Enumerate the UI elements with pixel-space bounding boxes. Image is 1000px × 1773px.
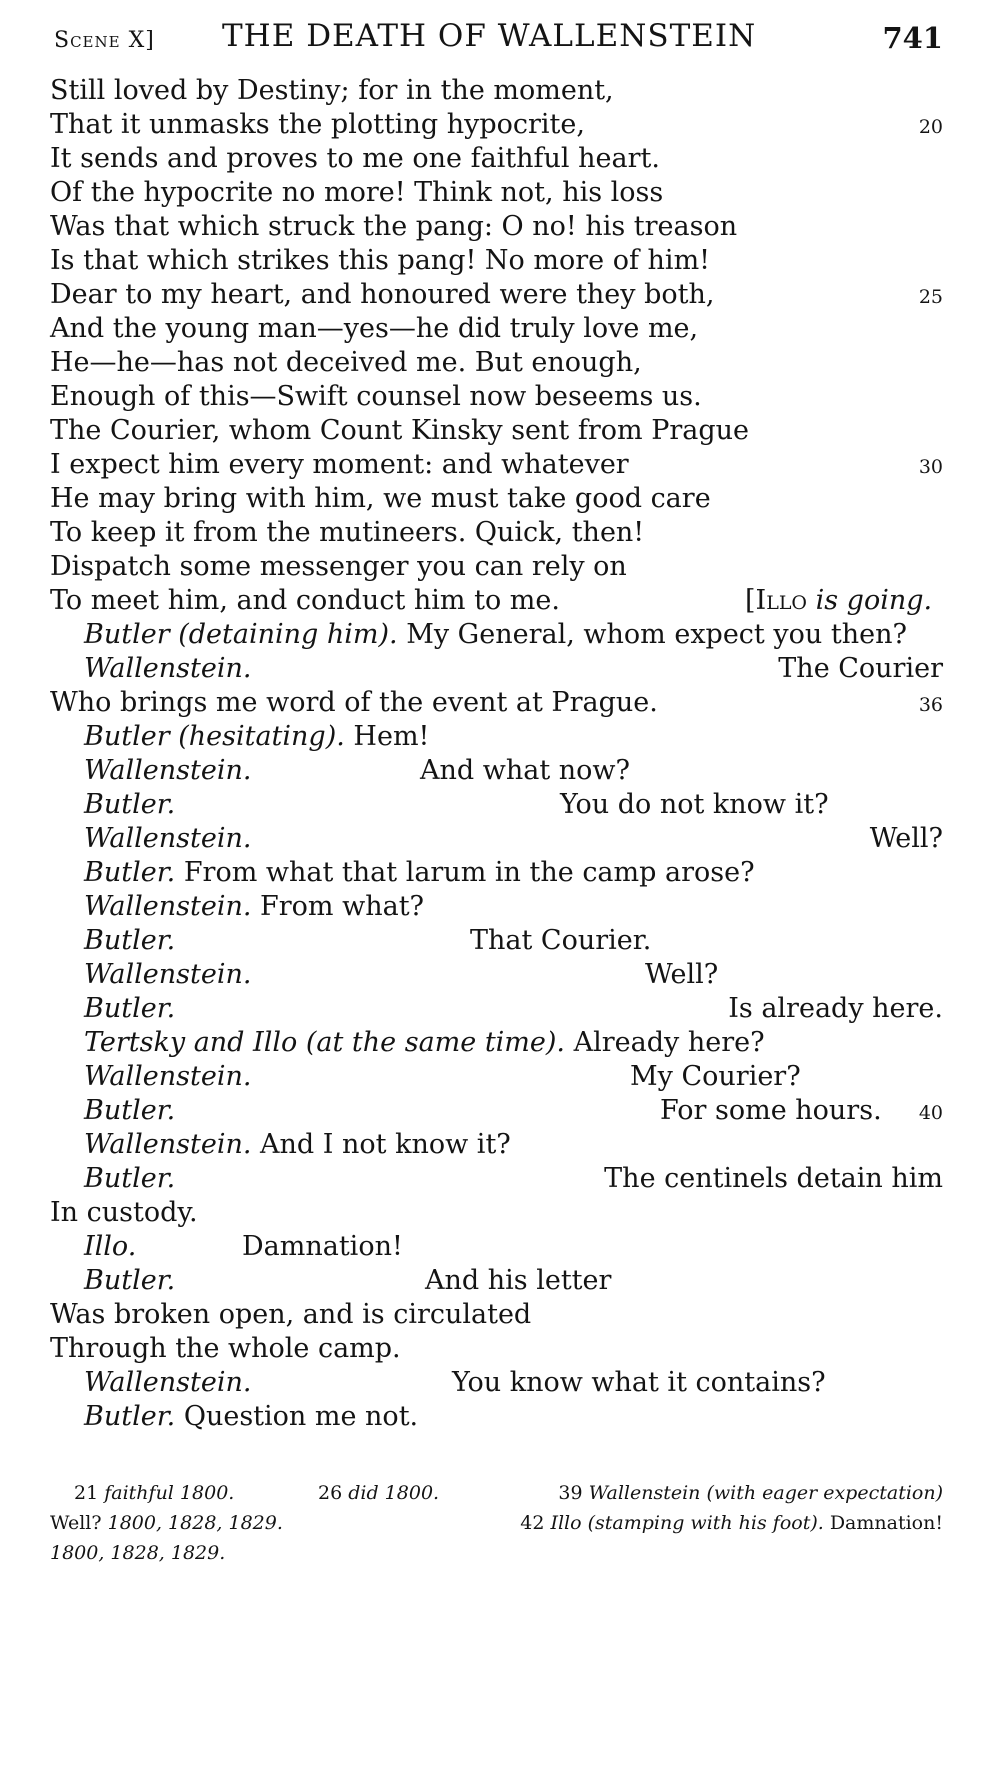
speech-text: And I not know it?: [260, 1129, 511, 1160]
verse-text: And the young man—yes—he did truly love me,: [50, 313, 699, 344]
speech-text: Already here?: [573, 1027, 765, 1058]
verse-text: Is that which strikes this pang! No more of him!: [50, 245, 711, 276]
dialogue-line: [0, 1262, 1000, 1300]
dialogue-line: [0, 1024, 1000, 1062]
running-header: [0, 18, 1000, 68]
verse-text: Dear to my heart, and honoured were they both,: [50, 279, 715, 310]
footnote: 39 Wallenstein (with eager expectation): [558, 1482, 943, 1504]
speech-text: In custody.: [50, 1197, 198, 1228]
verse-text: To meet him, and conduct him to me.: [50, 585, 560, 616]
speech-text: From what that larum in the camp arose?: [183, 857, 755, 888]
footnote-line: [0, 1476, 1000, 1510]
stage-direction: (hesitating).: [178, 721, 345, 752]
verse-line: [0, 480, 1000, 518]
verse-line: [0, 446, 1000, 484]
verse-text: Dispatch some messenger you can rely on: [50, 551, 627, 582]
speaker-name: Butler.: [84, 857, 176, 888]
speech-text: Well?: [645, 959, 719, 990]
line-number: 40: [918, 1102, 943, 1124]
verse-text: He—he—has not deceived me. But enough,: [50, 347, 642, 378]
line-number: 25: [918, 286, 943, 308]
verse-line: [0, 310, 1000, 348]
play-title: THE DEATH OF WALLENSTEIN: [222, 18, 757, 54]
page-number: 741: [882, 21, 943, 55]
speaker-name: Butler.: [84, 1265, 176, 1296]
speech-text: Through the whole camp.: [50, 1333, 401, 1364]
speaker-name: Butler: [84, 619, 170, 650]
speaker-name: Butler.: [84, 993, 176, 1024]
verse-line: [0, 72, 1000, 110]
footnote-line: [0, 1506, 1000, 1540]
dialogue-line: [0, 650, 1000, 688]
stage-direction: (detaining him).: [178, 619, 398, 650]
stage-direction: [Illo is going.: [745, 585, 933, 616]
verse-line: [0, 412, 1000, 450]
speech-text: For some hours.: [660, 1095, 882, 1126]
footnote-line: [0, 1536, 1000, 1570]
speech-text: Is already here.: [728, 993, 943, 1024]
dialogue-line: [0, 786, 1000, 824]
stage-direction: (at the same time).: [305, 1027, 566, 1058]
speech-text: Who brings me word of the event at Prague.: [50, 687, 658, 718]
dialogue-line: [0, 888, 1000, 926]
verse-line: [0, 140, 1000, 178]
dialogue-line: [0, 752, 1000, 790]
dialogue-line: [0, 990, 1000, 1028]
verse-text: Still loved by Destiny; for in the moment,: [50, 75, 614, 106]
dialogue-line: [0, 922, 1000, 960]
verse-text: Enough of this—Swift counsel now beseems us.: [50, 381, 702, 412]
speech-text: Damnation!: [242, 1231, 403, 1262]
dialogue-line: [0, 1058, 1000, 1096]
speech-text: Well?: [869, 823, 943, 854]
speaker-name: Wallenstein.: [84, 1061, 252, 1092]
speech-text: That Courier.: [470, 925, 652, 956]
dialogue-line: [0, 854, 1000, 892]
speaker-name: Wallenstein.: [84, 891, 252, 922]
verse-line: [0, 514, 1000, 552]
verse-text: Was that which struck the pang: O no! his treason: [50, 211, 738, 242]
dialogue-line: [0, 1398, 1000, 1436]
speaker-name: Butler.: [84, 1163, 176, 1194]
speaker-name: Wallenstein.: [84, 823, 252, 854]
verse-line: [0, 242, 1000, 280]
verse-line: [0, 106, 1000, 144]
dialogue-line: [0, 1330, 1000, 1368]
footnote: 26 did 1800.: [318, 1482, 440, 1504]
dialogue-line: [0, 820, 1000, 858]
dialogue-line: [0, 1126, 1000, 1164]
speaker-name: Illo.: [84, 1231, 137, 1262]
dialogue-line: [0, 684, 1000, 722]
line-number: 36: [918, 694, 943, 716]
speaker-name: Wallenstein.: [84, 653, 252, 684]
speech-text: My General, whom expect you then?: [406, 619, 907, 650]
footnote: 21 faithful 1800.: [74, 1482, 235, 1504]
speaker-name: Butler.: [84, 925, 176, 956]
verse-line: [0, 548, 1000, 586]
dialogue-line: [0, 1228, 1000, 1266]
speech-text: The centinels detain him: [604, 1163, 943, 1194]
footnote-continuation: 1800, 1828, 1829.: [50, 1542, 226, 1564]
verse-text: It sends and proves to me one faithful heart.: [50, 143, 660, 174]
dialogue-line: [0, 1092, 1000, 1130]
verse-line: [0, 378, 1000, 416]
verse-text: Of the hypocrite no more! Think not, his loss: [50, 177, 664, 208]
verse-text: He may bring with him, we must take good care: [50, 483, 711, 514]
speech-text: Question me not.: [183, 1401, 419, 1432]
speaker-name: Wallenstein.: [84, 1129, 252, 1160]
scene-label: Scene X]: [54, 28, 155, 53]
speech-text: Was broken open, and is circulated: [50, 1299, 532, 1330]
speech-text: From what?: [260, 891, 425, 922]
verse-text: To keep it from the mutineers. Quick, then!: [50, 517, 645, 548]
dialogue-line: [0, 718, 1000, 756]
line-number: 20: [918, 116, 943, 138]
speech-text: You do not know it?: [560, 789, 829, 820]
speaker-name: Wallenstein.: [84, 1367, 252, 1398]
dialogue-line: [0, 956, 1000, 994]
verse-text: That it unmasks the plotting hypocrite,: [50, 109, 585, 140]
speaker-name: Tertsky and Illo: [84, 1027, 298, 1058]
speech-text: And what now?: [420, 755, 631, 786]
speaker-name: Wallenstein.: [84, 959, 252, 990]
dialogue-line: [0, 1194, 1000, 1232]
speech-text: You know what it contains?: [452, 1367, 826, 1398]
dialogue-line: [0, 616, 1000, 654]
dialogue-line: [0, 1160, 1000, 1198]
verse-line: [0, 344, 1000, 382]
speaker-name: Butler.: [84, 1095, 176, 1126]
speaker-name: Butler: [84, 721, 170, 752]
dialogue-line: [0, 1364, 1000, 1402]
speaker-name: Butler.: [84, 1401, 176, 1432]
speaker-name: Butler.: [84, 789, 176, 820]
verse-line: [0, 582, 1000, 620]
line-number: 30: [918, 456, 943, 478]
verse-text: The Courier, whom Count Kinsky sent from Prague: [50, 415, 750, 446]
footnote: 42 Illo (stamping with his foot). Damnation!: [520, 1512, 943, 1534]
speech-text: Hem!: [353, 721, 430, 752]
verse-text: I expect him every moment: and whatever: [50, 449, 629, 480]
speech-text: The Courier: [778, 653, 943, 684]
speech-text: My Courier?: [630, 1061, 801, 1092]
verse-line: [0, 208, 1000, 246]
speech-text: And his letter: [425, 1265, 612, 1296]
verse-line: [0, 276, 1000, 314]
verse-line: [0, 174, 1000, 212]
speaker-name: Wallenstein.: [84, 755, 252, 786]
footnote-continuation: Well? 1800, 1828, 1829.: [50, 1512, 283, 1534]
dialogue-line: [0, 1296, 1000, 1334]
